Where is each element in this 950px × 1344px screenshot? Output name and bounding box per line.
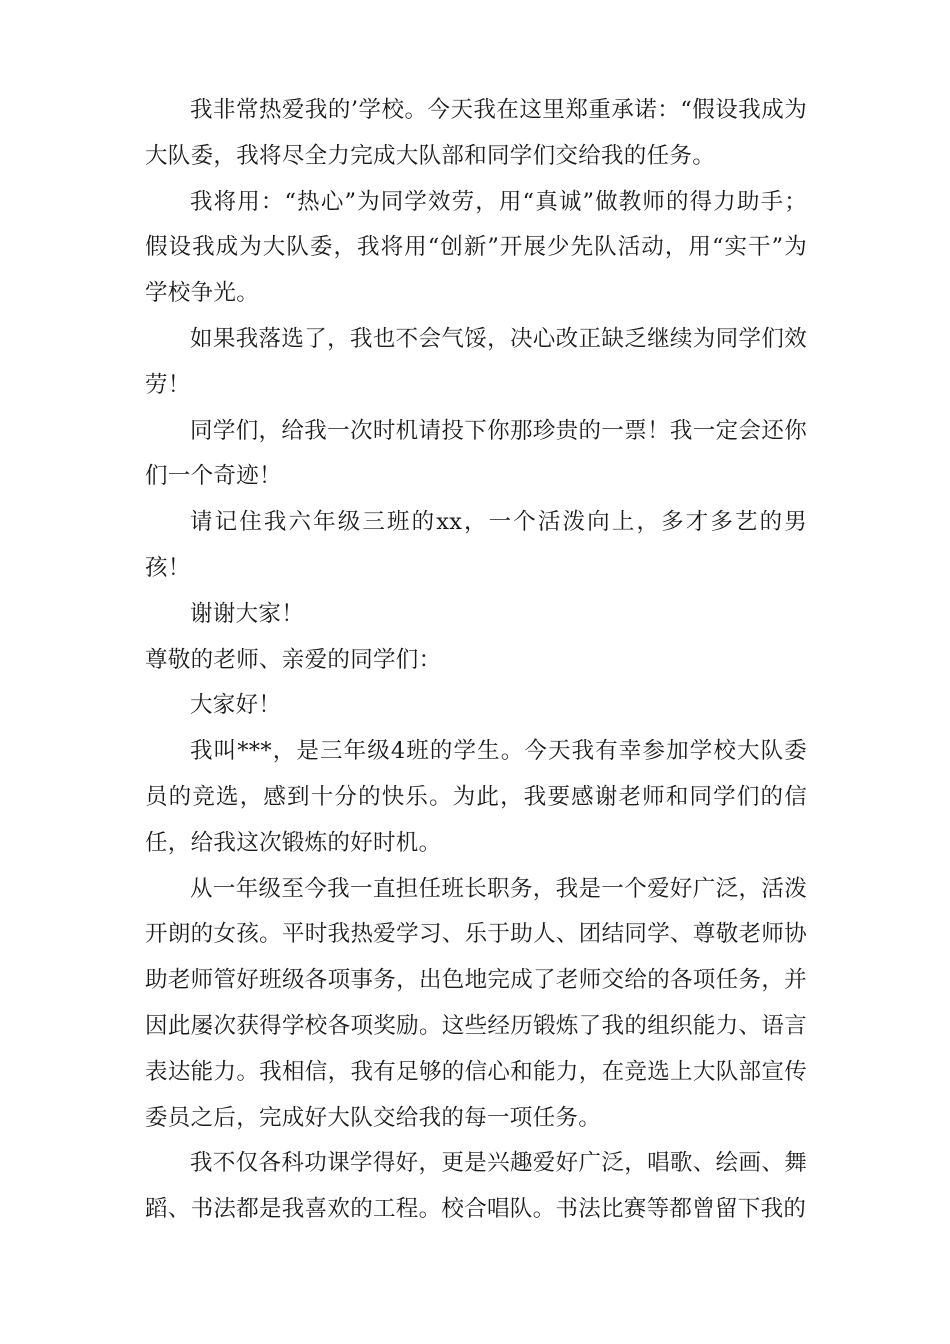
paragraph: 同学们，给我一次时机请投下你那珍贵的一票！我一定会还你们一个奇迹！ (145, 417, 807, 490)
paragraph: 我叫***，是三年级4班的学生。今天我有幸参加学校大队委员的竞选，感到十分的快乐。为此，我要感谢老师和同学们的信任，给我这次锻炼的好时机。 (145, 738, 807, 856)
greeting: 大家好！ (190, 692, 282, 719)
document-body (145, 88, 807, 1233)
paragraph: 谢谢大家！ (190, 600, 305, 627)
paragraph: 请记住我六年级三班的xx，一个活泼向上，多才多艺的男孩！ (145, 509, 807, 581)
paragraph: 我非常热爱我的’学校。今天我在这里郑重承诺：“假设我成为大队委，我将尽全力完成大队部和同学们交给我的任务。 (145, 97, 807, 169)
paragraph: 从一年级至今我一直担任班长职务，我是一个爱好广泛，活泼开朗的女孩。平时我热爱学习、乐于助人、团结同学、尊敬老师协助老师管好班级各项事务，出色地完成了老师交给的各项任务，并因此屡次获得学校各项奖励。这些经历锻炼了我的组织能力、语言表达能力。我相信，我有足够的信心和能力，在竞选上大队部宣传委员之后，完成好大队交给我的每一项任务。 (145, 875, 807, 1131)
salutation: 尊敬的老师、亲爱的同学们： (145, 646, 442, 673)
paragraph: 我将用：“热心”为同学效劳，用“真诚”做教师的得力助手；假设我成为大队委，我将用“创新”开展少先队活动，用“实干”为学校争光。 (145, 188, 807, 307)
paragraph: 我不仅各科功课学得好，更是兴趣爱好广泛，唱歌、绘画、舞蹈、书法都是我喜欢的工程。校合唱队。书法比赛等都曾留下我的 (145, 1150, 807, 1223)
paragraph: 如果我落选了，我也不会气馁，决心改正缺乏继续为同学们效劳！ (145, 325, 807, 398)
